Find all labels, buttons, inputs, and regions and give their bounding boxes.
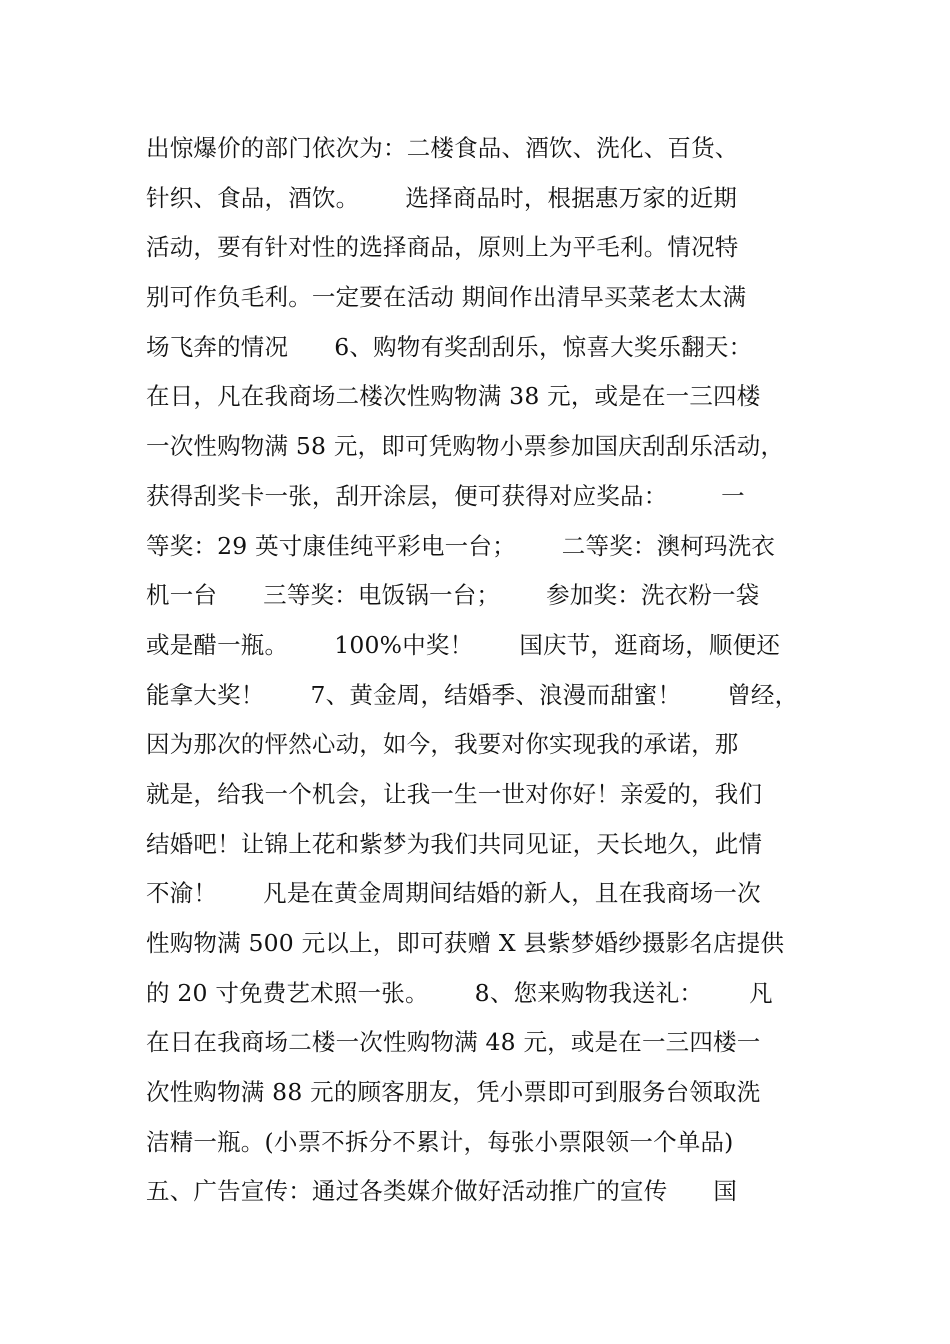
text-line: 洁精一瓶。(小票不拆分不累计，每张小票限领一个单品) bbox=[146, 1127, 734, 1156]
text-line: 次性购物满 88 元的顾客朋友，凭小票即可到服务台领取洗 bbox=[146, 1078, 761, 1107]
text-line: 机一台 三等奖：电饭锅一台； 参加奖：洗衣粉一袋 bbox=[146, 581, 760, 610]
text-line: 针织、食品，酒饮。 选择商品时，根据惠万家的近期 bbox=[146, 183, 738, 212]
text-line: 等奖：29 英寸康佳纯平彩电一台； 二等奖：澳柯玛洗衣 bbox=[146, 531, 776, 560]
text-line: 或是醋一瓶。 100%中奖！ 国庆节，逛商场，顺便还 bbox=[146, 630, 781, 659]
text-line: 别可作负毛利。一定要在活动 期间作出清早买菜老太太满 bbox=[146, 283, 747, 312]
text-line: 因为那次的怦然心动，如今，我要对你实现我的承诺，那 bbox=[146, 730, 739, 759]
text-line: 场飞奔的情况 6、购物有奖刮刮乐，惊喜大奖乐翻天： bbox=[146, 332, 753, 361]
text-line: 就是，给我一个机会，让我一生一世对你好！亲爱的，我们 bbox=[146, 779, 763, 808]
text-line: 出惊爆价的部门依次为：二楼食品、酒饮、洗化、百货、 bbox=[146, 134, 739, 162]
text-line: 活动，要有针对性的选择商品，原则上为平毛利。情况特 bbox=[146, 233, 739, 262]
text-line: 的 20 寸免费艺术照一张。 8、您来购物我送礼： 凡 bbox=[146, 978, 773, 1007]
text-line: 五、广告宣传：通过各类媒介做好活动推广的宣传 国 bbox=[146, 1177, 738, 1206]
text-line: 性购物满 500 元以上，即可获赠 X 县紫梦婚纱摄影名店提供 bbox=[146, 929, 785, 957]
text-line: 一次性购物满 58 元，即可凭购物小票参加国庆刮刮乐活动， bbox=[146, 432, 785, 461]
text-line: 获得刮奖卡一张，刮开涂层，便可获得对应奖品： 一 bbox=[146, 481, 745, 510]
text-line: 能拿大奖！ 7、黄金周，结婚季、浪漫而甜蜜！ 曾经， bbox=[146, 680, 799, 709]
text-line: 结婚吧！让锦上花和紫梦为我们共同见证，天长地久，此情 bbox=[146, 829, 763, 858]
body-text bbox=[146, 124, 816, 1217]
text-line: 不渝！ 凡是在黄金周期间结婚的新人，且在我商场一次 bbox=[146, 879, 761, 908]
text-line: 在日在我商场二楼一次性购物满 48 元，或是在一三四楼一 bbox=[146, 1028, 761, 1057]
text-line: 在日，凡在我商场二楼次性购物满 38 元，或是在一三四楼 bbox=[146, 382, 761, 411]
